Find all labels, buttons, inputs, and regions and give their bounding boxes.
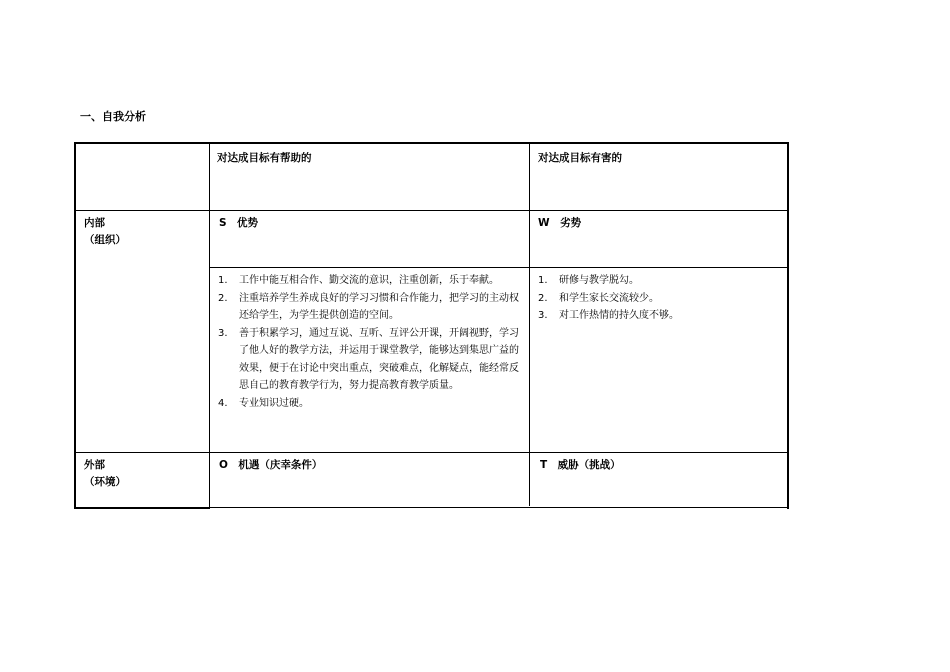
table-border-top: [74, 142, 789, 144]
list-item: 2. 和学生家长交流较少。: [538, 292, 659, 304]
internal-label-line1: 内部: [84, 217, 105, 229]
list-item: 1. 工作中能互相合作、勤交流的意识，注重创新，乐于奉献。: [218, 275, 499, 286]
table-row-divider: [209, 267, 788, 268]
external-label-line1: 外部: [84, 459, 105, 471]
list-item: 4. 专业知识过硬。: [218, 397, 309, 409]
table-border-left: [74, 142, 76, 509]
table-border-bottom: [210, 507, 789, 508]
list-item: 1. 研修与教学脱勾。: [538, 275, 639, 286]
section-title: 一、自我分析: [80, 110, 146, 123]
table-row-divider: [75, 210, 788, 211]
swot-table: [74, 142, 789, 510]
list-item: 3. 善于积累学习，通过互说、互听、互评公开课，开阔视野，学习了他人好的教学方法，并运用于课堂教学，能够达到集思广益的效果，便于在讨论中突出重点，突破难点，化解疑点，能经常反思自己的教育教学行为，努力提高教育教学质量。: [218, 327, 519, 391]
internal-label-line2: （组织）: [84, 234, 126, 246]
list-item: 3. 对工作热情的持久度不够。: [538, 310, 679, 321]
table-column-divider: [529, 142, 530, 506]
strengths-title: S 优势: [219, 217, 259, 229]
list-item: 2. 注重培养学生养成良好的学习习惯和合作能力，把学习的主动权还给学生，为学生提供创造的空间。: [218, 292, 519, 321]
threats-title: T 威胁（挑战）: [540, 459, 621, 471]
header-harmful: 对达成目标有害的: [538, 152, 622, 164]
external-label-line2: （环境）: [84, 476, 126, 488]
weaknesses-list: [538, 272, 778, 325]
strengths-list: [218, 272, 524, 412]
opportunities-title: O 机遇（庆幸条件）: [219, 459, 323, 471]
table-border-bottom: [74, 507, 210, 509]
table-column-divider: [209, 142, 210, 509]
external-label: [84, 457, 126, 491]
table-row-divider: [75, 452, 788, 453]
header-helpful: 对达成目标有帮助的: [217, 152, 312, 164]
internal-label: [84, 215, 126, 249]
table-border-right: [787, 142, 789, 509]
weaknesses-title: W 劣势: [538, 217, 582, 229]
